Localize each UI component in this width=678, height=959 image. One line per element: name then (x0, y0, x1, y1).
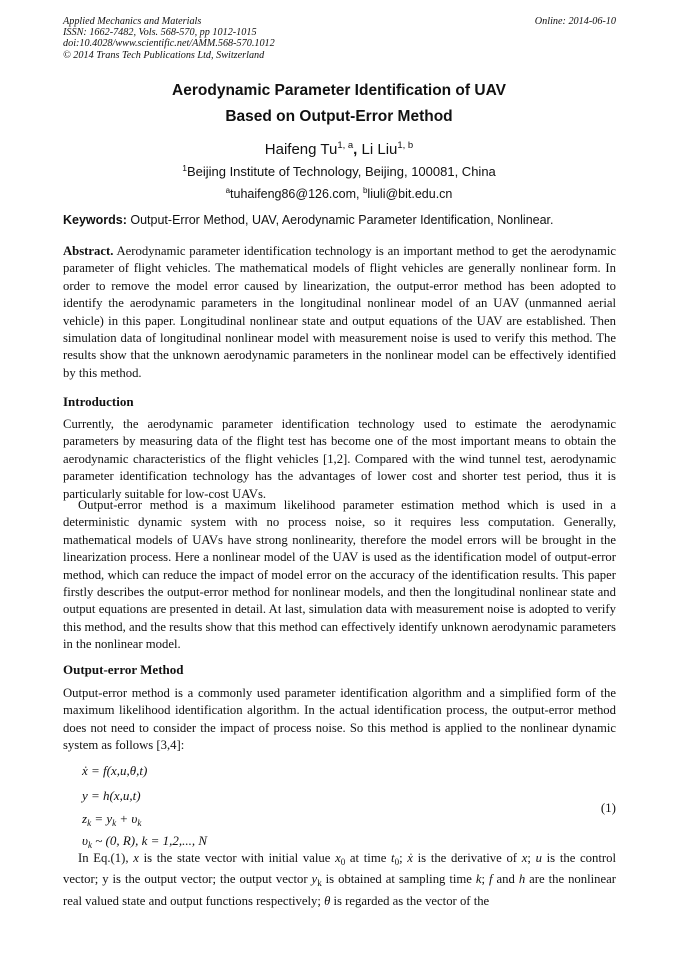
equation-explanation (63, 850, 616, 910)
affiliation-text: Beijing Institute of Technology, Beijing, 100081, China (186, 164, 496, 179)
equation-measurement (82, 811, 141, 828)
equation-output (82, 788, 141, 804)
author-1: Haifeng Tu (264, 141, 338, 158)
exp-i: ; (481, 872, 490, 887)
affiliation-sup: 1 (182, 163, 187, 173)
intro-paragraph-1: Currently, the aerodynamic parameter identification technology used to estimate the aerodynamic parameters by measuring data of the flight test has become one of the most important means to obtain the aerodynamic characteristics of the flight vehicles [1,2]. Compared with the wind tunnel test, aerodynamic parameter identification technology has the advantages of lower cost and shorter test period, thus it is particularly suitable for low-cost UAVs. (63, 417, 616, 501)
section-heading-introduction: Introduction (63, 394, 134, 409)
exp-d: ; (399, 851, 408, 865)
exp-hv: h (518, 872, 526, 887)
exp-t0: t (391, 851, 395, 865)
exp-sub0-x: 0 (340, 857, 346, 867)
keywords-label: Keywords: (63, 213, 127, 227)
affiliation (0, 163, 678, 179)
output-error-paragraph-1: Output-error method is a commonly used parameter identification algorithm and a simplified form of the maximum likelihood identification algorithm. In the actual identification process, the output-error method does not need to consider the impact of process noise. So this method is applied to the nonlinear dynamic system as follows [3,4]: (63, 686, 616, 753)
exp-b: is the state vector with initial value (138, 851, 336, 865)
eq3-sub-1: k (87, 818, 92, 828)
abstract-text: Aerodynamic parameter identification technology is an important method to get the aerodynamic parameter of flight vehicles. The mathematical models of flight vehicles are generally nonlinear form. In order to remove the model error caused by linearization, the output-error method has been adopted to identify the aerodynamic parameters in the longitudinal nonlinear model of an UAV (unmanned aerial vehicle) in this paper. Longitudinal nonlinear state and output equations of the UAV are established. Then simulation data of longitudinal nonlinear model with measurement noise is used to verify this method. The results show that the unknown aerodynamic parameters in the nonlinear model can be effectively identified by this method. (63, 244, 616, 380)
exp-theta: θ (324, 893, 331, 908)
intro-paragraph-2: Output-error method is a maximum likelihood parameter estimation method which is used in a deterministic dynamic system with no process noise, so it requires less computation. Generally, mathematical models of UAVs have strong nonlinearity, therefore the model errors will be brought in the linearization process. Here a nonlinear model of the UAV is used as the identification model of output-error method, which can reduce the impact of model error on the accuracy of the identification results. This paper firstly describes the output-error method for nonlinear models, and then the longitudinal nonlinear state and output equations are presented in detail. At last, simulation data with measurement noise is adopted to verify this method, and the results show that this method can effectively identify unknown aerodynamic parameters in the nonlinear model. (63, 498, 616, 652)
author-2: Li Liu (361, 141, 398, 158)
exp-y: y (311, 872, 318, 887)
exp-f: ; (527, 851, 536, 865)
keywords (63, 213, 616, 227)
paper-title-line1: Aerodynamic Parameter Identification of UAV (172, 82, 506, 99)
exp-a: In Eq.(1), (78, 851, 134, 865)
exp-x2: x (521, 851, 528, 865)
exp-k: k (475, 872, 482, 887)
section-heading-output-error: Output-error Method (63, 662, 184, 677)
eq3-z: z (82, 811, 88, 826)
paper-title-line2: Based on Output-Error Method (225, 108, 453, 125)
doi-line: doi:10.4028/www.scientific.net/AMM.568-570.1012 (63, 38, 275, 50)
author-list (0, 140, 678, 158)
equation-output-args: (x,u,t) (109, 788, 141, 803)
eq3-sub-2: k (112, 818, 117, 828)
email-b: liuli@bit.edu.cn (367, 187, 453, 201)
journal-header (63, 16, 616, 61)
exp-subk: k (317, 878, 322, 889)
email-b-sup: b (362, 186, 368, 195)
author-1-sup: 1, a (337, 140, 354, 151)
abstract-label: Abstract. (63, 244, 114, 258)
author-emails (0, 186, 678, 201)
equation-state-lhs: ẋ = f (82, 763, 107, 778)
abstract (63, 243, 616, 382)
exp-h: is obtained at sampling time (321, 872, 476, 887)
exp-l: are the nonlinear real valued state and output functions respectively; (63, 872, 616, 908)
issn-line: ISSN: 1662-7482, Vols. 568-570, pp 1012-1015 (63, 27, 257, 39)
exp-sub0-t: 0 (394, 857, 400, 867)
equation-state-args: (x,u,θ,t) (106, 763, 148, 778)
author-2-sup: 1, b (397, 140, 414, 151)
exp-u: u (535, 851, 542, 865)
exp-g: is the control vector; y is the output vector; the output vector (63, 851, 616, 887)
equation-output-lhs: y = h (82, 788, 110, 803)
exp-j: and (492, 872, 519, 887)
eq4-sub: k (87, 840, 92, 850)
exp-c: at time (345, 851, 392, 865)
exp-x: x (133, 851, 139, 865)
eq3-sub-3: k (137, 818, 142, 828)
exp-e: is the derivative of (412, 851, 522, 865)
equation-state (82, 763, 147, 779)
eq3-end: + υ (116, 811, 138, 826)
keywords-text: Output-Error Method, UAV, Aerodynamic Parameter Identification, Nonlinear. (126, 213, 554, 227)
exp-m: is regarded as the vector of the (330, 893, 490, 908)
journal-name: Applied Mechanics and Materials (63, 16, 202, 27)
exp-x0: x (335, 851, 341, 865)
email-a: tuhaifeng86@126.com, (230, 187, 363, 201)
exp-fv: f (489, 872, 493, 887)
eq4-start: υ (82, 833, 88, 848)
copyright-line: © 2014 Trans Tech Publications Ltd, Switzerland (63, 49, 265, 61)
equation-number: (1) (600, 800, 616, 815)
online-date: Online: 2014-06-10 (534, 16, 616, 27)
equation-noise (82, 833, 207, 850)
email-a-sup: a (225, 186, 231, 195)
eq3-mid: = y (91, 811, 113, 826)
exp-xdot: ẋ (407, 851, 413, 865)
author-separator: , (353, 141, 362, 158)
eq4-rest: ~ (0, R), k = 1,2,..., N (91, 833, 208, 848)
